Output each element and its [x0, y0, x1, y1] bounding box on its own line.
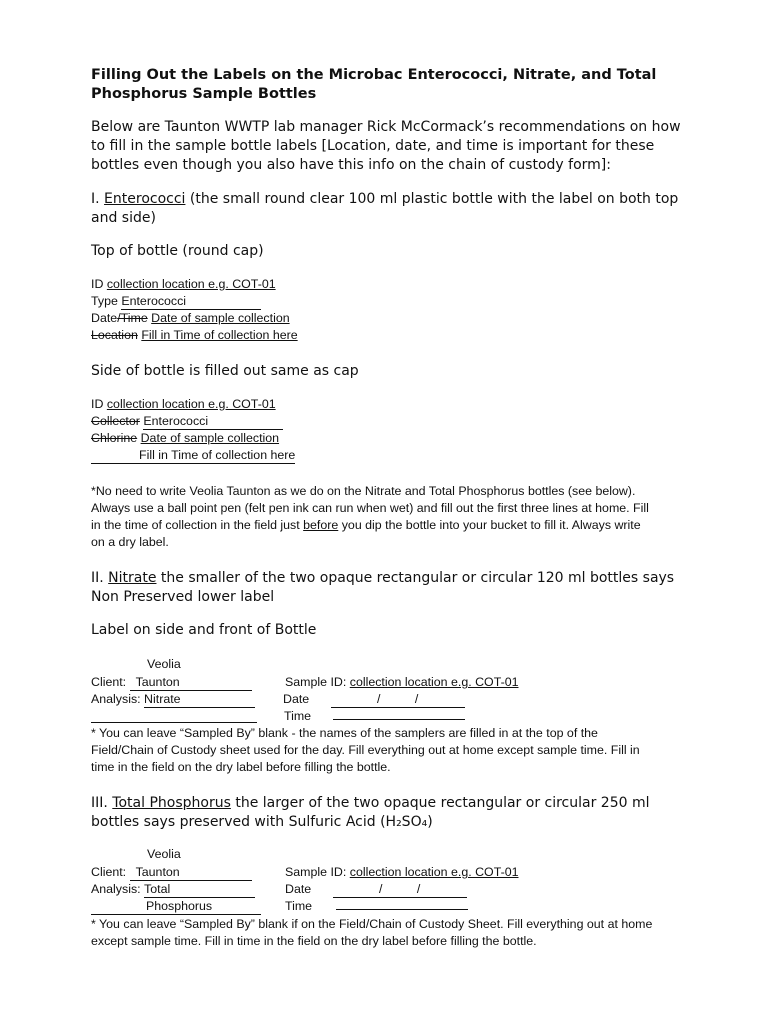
section-3-note-line-2: except sample time. Fill in time in the field on the dry label before filling the bottle. — [91, 934, 537, 948]
document-title-line-2: Phosphorus Sample Bottles — [91, 86, 317, 102]
label-sample-id-row: Sample ID: collection location e.g. COT-01 — [285, 675, 519, 689]
label-analysis-cont — [91, 898, 261, 916]
section-2-note-line-1: * You can leave “Sampled By” blank - the names of the samplers are filled in at the top of the — [91, 726, 598, 740]
label-date-row: Date / / — [285, 881, 467, 899]
section-1-description-cont: and side) — [91, 210, 156, 226]
time-field — [333, 719, 465, 720]
field-value: collection location e.g. COT-01 — [349, 865, 519, 879]
field-value: collection location e.g. COT-01 — [349, 675, 519, 689]
label-heading: Label on side and front of Bottle — [91, 622, 317, 638]
section-1-description: (the small round clear 100 ml plastic bottle with the label on both top — [189, 191, 679, 207]
label-client-row: Client: Taunton — [91, 864, 252, 882]
intro-line-2: to fill in the sample bottle labels [Location, date, and time is important for these — [91, 138, 655, 154]
label-client-row: Client: Taunton — [91, 674, 252, 692]
field-value: collection location e.g. COT-01 — [106, 397, 276, 411]
side-row-chlorine — [91, 430, 279, 448]
top-of-bottle-heading: Top of bottle (round cap) — [91, 243, 264, 259]
side-row-id: ID collection location e.g. COT-01 — [91, 397, 276, 411]
section-2-description: the smaller of the two opaque rectangular or circular 120 ml bottles says — [160, 570, 675, 586]
intro-line-1: Below are Taunton WWTP lab manager Rick McCormack’s recommendations on how — [91, 119, 681, 135]
label-company: Veolia — [147, 847, 181, 861]
emphasis-before: before — [303, 518, 339, 532]
intro-line-3: bottles even though you also have this info on the chain of custody form]: — [91, 157, 611, 173]
section-3-heading — [91, 794, 650, 813]
section-2-heading — [91, 569, 674, 588]
label-company: Veolia — [147, 657, 181, 671]
struck-label: Collector — [91, 414, 140, 428]
label-time-row: Time — [285, 898, 468, 916]
field-value: Total — [144, 882, 255, 898]
struck-label: Chlorine — [91, 431, 138, 445]
field-value: Fill in Time of collection here — [141, 328, 298, 342]
time-field — [336, 909, 468, 910]
field-value: Taunton — [130, 675, 252, 691]
side-row-time — [91, 447, 295, 465]
top-row-type: Type Enterococci — [91, 293, 261, 311]
field-value: collection location e.g. COT-01 — [106, 277, 276, 291]
top-row-id: ID collection location e.g. COT-01 — [91, 277, 276, 291]
field-value: Fill in Time of collection here — [91, 448, 295, 464]
field-value: Enterococci — [121, 294, 261, 310]
section-1-name: Enterococci — [104, 191, 186, 207]
side-of-bottle-heading: Side of bottle is filled out same as cap — [91, 363, 359, 379]
section-3-numeral: III. — [91, 795, 108, 811]
field-value: Enterococci — [143, 414, 283, 430]
document-title-line-1: Filling Out the Labels on the Microbac Enterococci, Nitrate, and Total — [91, 67, 657, 83]
date-field: / / — [331, 692, 465, 708]
section-1-note-line-2: Always use a ball point pen (felt pen ink can run when wet) and fill out the first three lines at home. Fill — [91, 501, 649, 515]
field-value: Date of sample collection — [151, 311, 290, 325]
section-2-name: Nitrate — [108, 570, 157, 586]
section-1-note-line-1: *No need to write Veolia Taunton as we do on the Nitrate and Total Phosphorus bottles (see below). — [91, 484, 636, 498]
section-1-note-line-3: in the time of collection in the field just before you dip the bottle into your bucket to fill it. Always write — [91, 518, 641, 532]
field-value: Date of sample collection — [140, 431, 280, 445]
field-value: Taunton — [130, 865, 252, 881]
struck-label: Location — [91, 328, 138, 342]
section-1-heading — [91, 190, 678, 209]
section-3-description: the larger of the two opaque rectangular or circular 250 ml — [235, 795, 650, 811]
blank-line — [91, 722, 257, 723]
field-value: Phosphorus — [91, 899, 261, 915]
top-row-date: Date/Time Date of sample collection — [91, 311, 290, 325]
label-analysis-row: Analysis: Total — [91, 881, 255, 899]
section-2-numeral: II. — [91, 570, 104, 586]
section-3-note-line-1: * You can leave “Sampled By” blank if on the Field/Chain of Custody Sheet. Fill everything out at home — [91, 917, 653, 931]
section-3-description-cont: bottles says preserved with Sulfuric Acid (H₂SO₄) — [91, 814, 433, 830]
section-1-numeral: I. — [91, 191, 100, 207]
section-2-description-cont: Non Preserved lower label — [91, 589, 275, 605]
label-analysis-row: Analysis: Nitrate — [91, 691, 255, 709]
label-sample-id-row: Sample ID: collection location e.g. COT-01 — [285, 865, 519, 879]
section-1-note-line-4: on a dry label. — [91, 535, 169, 549]
field-value: Nitrate — [144, 692, 255, 708]
struck-label: /Time — [117, 311, 148, 325]
label-time-row: Time — [284, 708, 465, 726]
section-3-name: Total Phosphorus — [112, 795, 231, 811]
date-field: / / — [333, 882, 467, 898]
top-row-time — [91, 327, 298, 345]
label-date-row: Date / / — [283, 691, 465, 709]
side-row-collector — [91, 413, 283, 431]
section-2-note-line-2: Field/Chain of Custody sheet used for the day. Fill everything out at home except sample time. Fill in — [91, 743, 640, 757]
section-2-note-line-3: time in the field on the dry label before filling the bottle. — [91, 760, 391, 774]
